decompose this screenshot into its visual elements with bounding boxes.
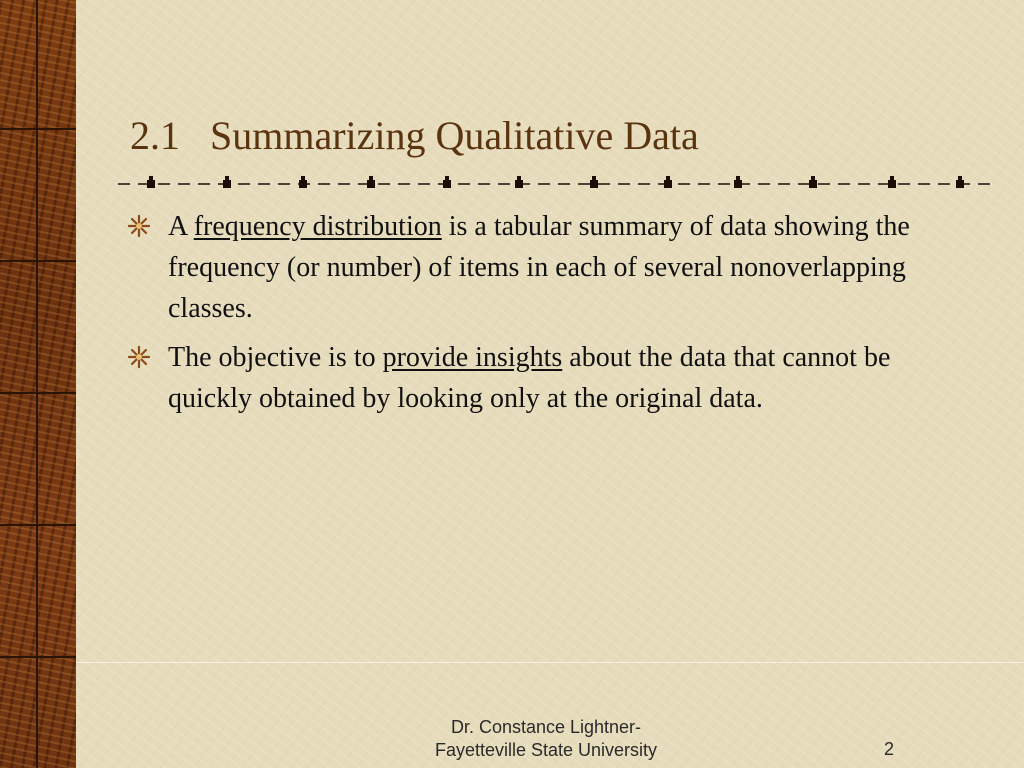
term-provide-insights: provide insights [382, 342, 563, 373]
bullet-text-post: about the data that cannot be quickly obtained by looking only at the original data. [168, 342, 891, 414]
side-bar-gridline [0, 656, 76, 658]
footer-author [396, 716, 696, 762]
footer-line-2: Fayetteville State University [434, 740, 658, 760]
title-text: Summarizing Qualitative Data [210, 113, 699, 158]
bullet-item [128, 337, 968, 419]
star-burst-icon [128, 215, 150, 237]
title-number: 2.1 [130, 113, 180, 158]
side-bar-gridline [0, 524, 76, 526]
side-bar-gridline [0, 260, 76, 262]
side-bar-gridline [0, 392, 76, 394]
bullet-text-pre: The objective is to [168, 342, 383, 373]
footer-line-1: Dr. Constance Lightner- [450, 717, 642, 737]
slide-title [130, 112, 699, 159]
term-frequency-distribution: frequency distribution [193, 211, 442, 242]
bullet-text-pre: A [168, 211, 194, 242]
dashed-divider [118, 176, 990, 192]
footer-divider [76, 662, 1024, 663]
side-bar-gridline [36, 0, 38, 768]
bullet-list [128, 206, 968, 427]
bullet-item [128, 206, 968, 329]
page-number: 2 [884, 739, 895, 759]
star-burst-icon [128, 346, 150, 368]
side-bar-gridline [0, 128, 76, 130]
bullet-text-post: is a tabular summary of data showing the frequency (or number) of items in each of several nonoverlapping classes. [168, 211, 910, 324]
decorative-side-bar [0, 0, 76, 768]
